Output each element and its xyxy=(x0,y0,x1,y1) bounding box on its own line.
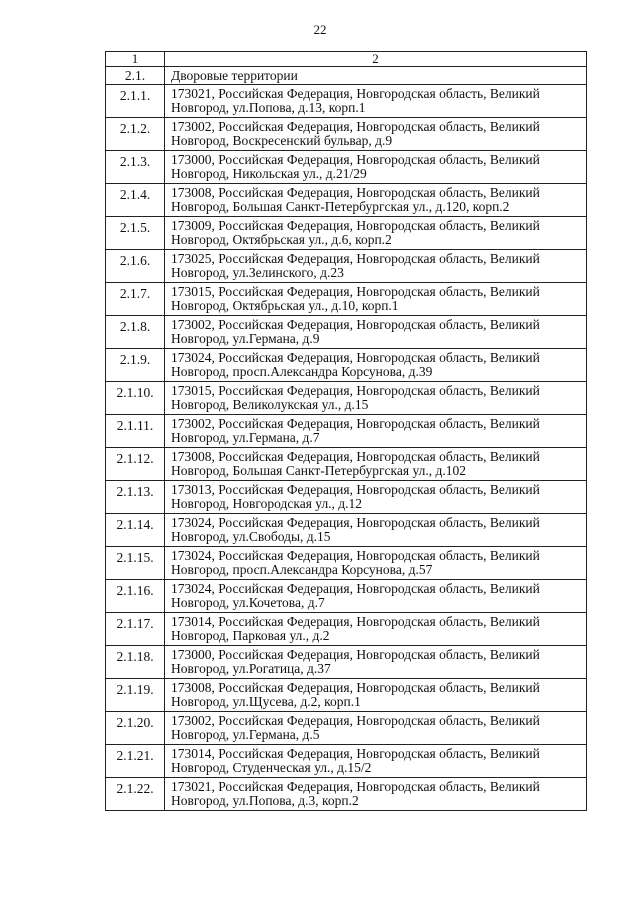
section-title: Дворовые территории xyxy=(165,67,587,85)
address-line-1: 173013, Российская Федерация, Новгородская область, Великий xyxy=(171,482,540,497)
row-number: 2.1.20. xyxy=(106,712,165,745)
table-row xyxy=(106,448,587,481)
section-number: 2.1. xyxy=(106,67,165,85)
section-row xyxy=(106,67,587,85)
address-line-2: Новгород, просп.Александра Корсунова, д.57 xyxy=(171,562,433,577)
row-number: 2.1.14. xyxy=(106,514,165,547)
address-line-2: Новгород, просп.Александра Корсунова, д.39 xyxy=(171,364,433,379)
row-number: 2.1.11. xyxy=(106,415,165,448)
row-number: 2.1.5. xyxy=(106,217,165,250)
table-row xyxy=(106,778,587,811)
address-line-1: 173008, Российская Федерация, Новгородская область, Великий xyxy=(171,449,540,464)
table-row xyxy=(106,415,587,448)
row-number: 2.1.13. xyxy=(106,481,165,514)
row-number: 2.1.21. xyxy=(106,745,165,778)
table-row xyxy=(106,184,587,217)
row-address xyxy=(165,448,587,481)
address-line-2: Новгород, Октябрьская ул., д.10, корп.1 xyxy=(171,298,399,313)
address-line-2: Новгород, ул.Германа, д.7 xyxy=(171,430,320,445)
address-line-1: 173024, Российская Федерация, Новгородская область, Великий xyxy=(171,350,540,365)
address-line-1: 173002, Российская Федерация, Новгородская область, Великий xyxy=(171,119,540,134)
row-address xyxy=(165,217,587,250)
address-line-2: Новгород, Студенческая ул., д.15/2 xyxy=(171,760,372,775)
row-number: 2.1.12. xyxy=(106,448,165,481)
row-address xyxy=(165,316,587,349)
row-number: 2.1.4. xyxy=(106,184,165,217)
row-address xyxy=(165,283,587,316)
column-header-2: 2 xyxy=(165,52,587,67)
address-line-1: 173014, Российская Федерация, Новгородская область, Великий xyxy=(171,746,540,761)
row-address xyxy=(165,481,587,514)
row-number: 2.1.7. xyxy=(106,283,165,316)
row-number: 2.1.18. xyxy=(106,646,165,679)
table-row xyxy=(106,481,587,514)
address-line-1: 173021, Российская Федерация, Новгородская область, Великий xyxy=(171,779,540,794)
table-header-row xyxy=(106,52,587,67)
address-table xyxy=(105,51,587,811)
table-row xyxy=(106,217,587,250)
row-number: 2.1.6. xyxy=(106,250,165,283)
address-line-1: 173000, Российская Федерация, Новгородская область, Великий xyxy=(171,152,540,167)
row-address xyxy=(165,415,587,448)
table-row xyxy=(106,580,587,613)
row-address xyxy=(165,646,587,679)
address-line-1: 173002, Российская Федерация, Новгородская область, Великий xyxy=(171,713,540,728)
row-address xyxy=(165,118,587,151)
address-line-2: Новгород, Великолукская ул., д.15 xyxy=(171,397,369,412)
address-line-2: Новгород, Никольская ул., д.21/29 xyxy=(171,166,367,181)
row-address xyxy=(165,151,587,184)
address-line-2: Новгород, ул.Зелинского, д.23 xyxy=(171,265,344,280)
address-line-1: 173002, Российская Федерация, Новгородская область, Великий xyxy=(171,416,540,431)
row-address xyxy=(165,712,587,745)
row-number: 2.1.16. xyxy=(106,580,165,613)
address-line-1: 173014, Российская Федерация, Новгородская область, Великий xyxy=(171,614,540,629)
row-address xyxy=(165,382,587,415)
address-line-1: 173008, Российская Федерация, Новгородская область, Великий xyxy=(171,185,540,200)
address-line-2: Новгород, ул.Щусева, д.2, корп.1 xyxy=(171,694,361,709)
row-address xyxy=(165,580,587,613)
address-line-2: Новгород, Большая Санкт-Петербургская ул., д.102 xyxy=(171,463,466,478)
address-line-2: Новгород, Большая Санкт-Петербургская ул., д.120, корп.2 xyxy=(171,199,510,214)
address-line-1: 173015, Российская Федерация, Новгородская область, Великий xyxy=(171,383,540,398)
table-row xyxy=(106,283,587,316)
row-address xyxy=(165,85,587,118)
row-address xyxy=(165,679,587,712)
row-address xyxy=(165,547,587,580)
address-line-1: 173024, Российская Федерация, Новгородская область, Великий xyxy=(171,548,540,563)
address-line-2: Новгород, ул.Германа, д.9 xyxy=(171,331,320,346)
row-number: 2.1.1. xyxy=(106,85,165,118)
table-row xyxy=(106,712,587,745)
address-line-2: Новгород, ул.Кочетова, д.7 xyxy=(171,595,325,610)
table-row xyxy=(106,118,587,151)
row-address xyxy=(165,745,587,778)
table-row xyxy=(106,85,587,118)
address-line-1: 173024, Российская Федерация, Новгородская область, Великий xyxy=(171,515,540,530)
address-line-2: Новгород, ул.Германа, д.5 xyxy=(171,727,320,742)
table-row xyxy=(106,613,587,646)
table-row xyxy=(106,151,587,184)
table-row xyxy=(106,547,587,580)
address-line-2: Новгород, Новгородская ул., д.12 xyxy=(171,496,363,511)
table-row xyxy=(106,745,587,778)
address-line-1: 173025, Российская Федерация, Новгородская область, Великий xyxy=(171,251,540,266)
row-address xyxy=(165,250,587,283)
address-line-2: Новгород, Воскресенский бульвар, д.9 xyxy=(171,133,393,148)
row-number: 2.1.8. xyxy=(106,316,165,349)
table-row xyxy=(106,382,587,415)
table-row xyxy=(106,514,587,547)
table-row xyxy=(106,250,587,283)
row-number: 2.1.22. xyxy=(106,778,165,811)
address-line-2: Новгород, Октябрьская ул., д.6, корп.2 xyxy=(171,232,392,247)
address-line-2: Новгород, Парковая ул., д.2 xyxy=(171,628,330,643)
address-line-2: Новгород, ул.Попова, д.3, корп.2 xyxy=(171,793,359,808)
table-row xyxy=(106,646,587,679)
column-header-1: 1 xyxy=(106,52,165,67)
row-number: 2.1.2. xyxy=(106,118,165,151)
address-line-2: Новгород, ул.Рогатица, д.37 xyxy=(171,661,331,676)
scan-artifact xyxy=(631,877,634,891)
page-number: 22 xyxy=(313,22,327,37)
row-number: 2.1.15. xyxy=(106,547,165,580)
address-line-1: 173021, Российская Федерация, Новгородская область, Великий xyxy=(171,86,540,101)
table-row xyxy=(106,316,587,349)
row-number: 2.1.17. xyxy=(106,613,165,646)
table-row xyxy=(106,349,587,382)
address-line-2: Новгород, ул.Попова, д.13, корп.1 xyxy=(171,100,366,115)
address-line-1: 173015, Российская Федерация, Новгородская область, Великий xyxy=(171,284,540,299)
row-number: 2.1.19. xyxy=(106,679,165,712)
row-address xyxy=(165,778,587,811)
row-address xyxy=(165,184,587,217)
row-address xyxy=(165,349,587,382)
address-line-1: 173008, Российская Федерация, Новгородская область, Великий xyxy=(171,680,540,695)
address-line-1: 173009, Российская Федерация, Новгородская область, Великий xyxy=(171,218,540,233)
address-line-1: 173024, Российская Федерация, Новгородская область, Великий xyxy=(171,581,540,596)
row-number: 2.1.9. xyxy=(106,349,165,382)
table-row xyxy=(106,679,587,712)
row-address xyxy=(165,514,587,547)
row-address xyxy=(165,613,587,646)
address-line-2: Новгород, ул.Свободы, д.15 xyxy=(171,529,331,544)
address-line-1: 173002, Российская Федерация, Новгородская область, Великий xyxy=(171,317,540,332)
row-number: 2.1.3. xyxy=(106,151,165,184)
row-number: 2.1.10. xyxy=(106,382,165,415)
address-line-1: 173000, Российская Федерация, Новгородская область, Великий xyxy=(171,647,540,662)
